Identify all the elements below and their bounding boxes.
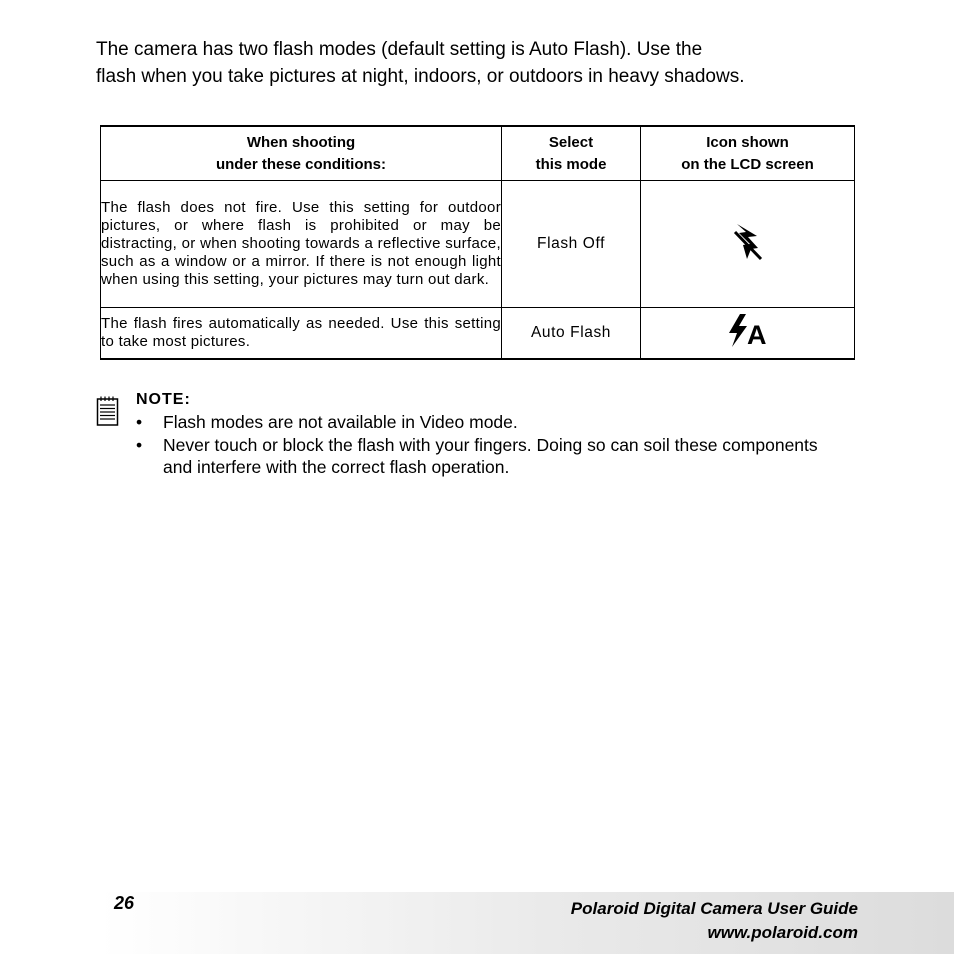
header-icon: Icon shown on the LCD screen — [641, 126, 855, 181]
mode-cell: Auto Flash — [502, 308, 641, 360]
intro-paragraph — [96, 36, 896, 90]
guide-url: www.polaroid.com — [707, 923, 858, 942]
notepad-icon — [96, 396, 120, 428]
table-row — [101, 308, 855, 360]
note-title: NOTE: — [136, 391, 191, 408]
icon-cell — [641, 181, 855, 308]
list-item: • Flash modes are not available in Video mode. — [136, 411, 836, 434]
mode-cell: Flash Off — [502, 181, 641, 308]
page-number: 26 — [114, 893, 135, 913]
icon-cell — [641, 308, 855, 360]
header-mode: Select this mode — [502, 126, 641, 181]
list-item: • Never touch or block the flash with your fingers. Doing so can soil these components and interfere with the correct flash operation. — [136, 434, 836, 479]
intro-line-2: flash when you take pictures at night, indoors, or outdoors in heavy shadows. — [96, 66, 745, 87]
table-header-row — [101, 126, 855, 181]
condition-cell: The flash does not fire. Use this setting for outdoor pictures, or where flash is prohibited or may be distracting, or when shooting towards a reflective surface, such as a window or a mirror. If there is not enough light when using this setting, your pictures may turn out dark. — [101, 181, 502, 308]
auto-flash-icon — [727, 313, 769, 349]
table-row — [101, 181, 855, 308]
intro-line-1: The camera has two flash modes (default setting is Auto Flash). Use the — [96, 39, 703, 60]
auto-flash-letter: A — [746, 320, 766, 349]
note-list — [136, 411, 836, 479]
condition-cell: The flash fires automatically as needed. Use this setting to take most pictures. — [101, 308, 502, 360]
guide-title: Polaroid Digital Camera User Guide — [570, 899, 858, 918]
flash-off-icon — [730, 222, 766, 262]
header-conditions: When shooting under these conditions: — [101, 126, 502, 181]
footer-guide-info — [571, 897, 858, 945]
flash-modes-table — [100, 125, 855, 360]
